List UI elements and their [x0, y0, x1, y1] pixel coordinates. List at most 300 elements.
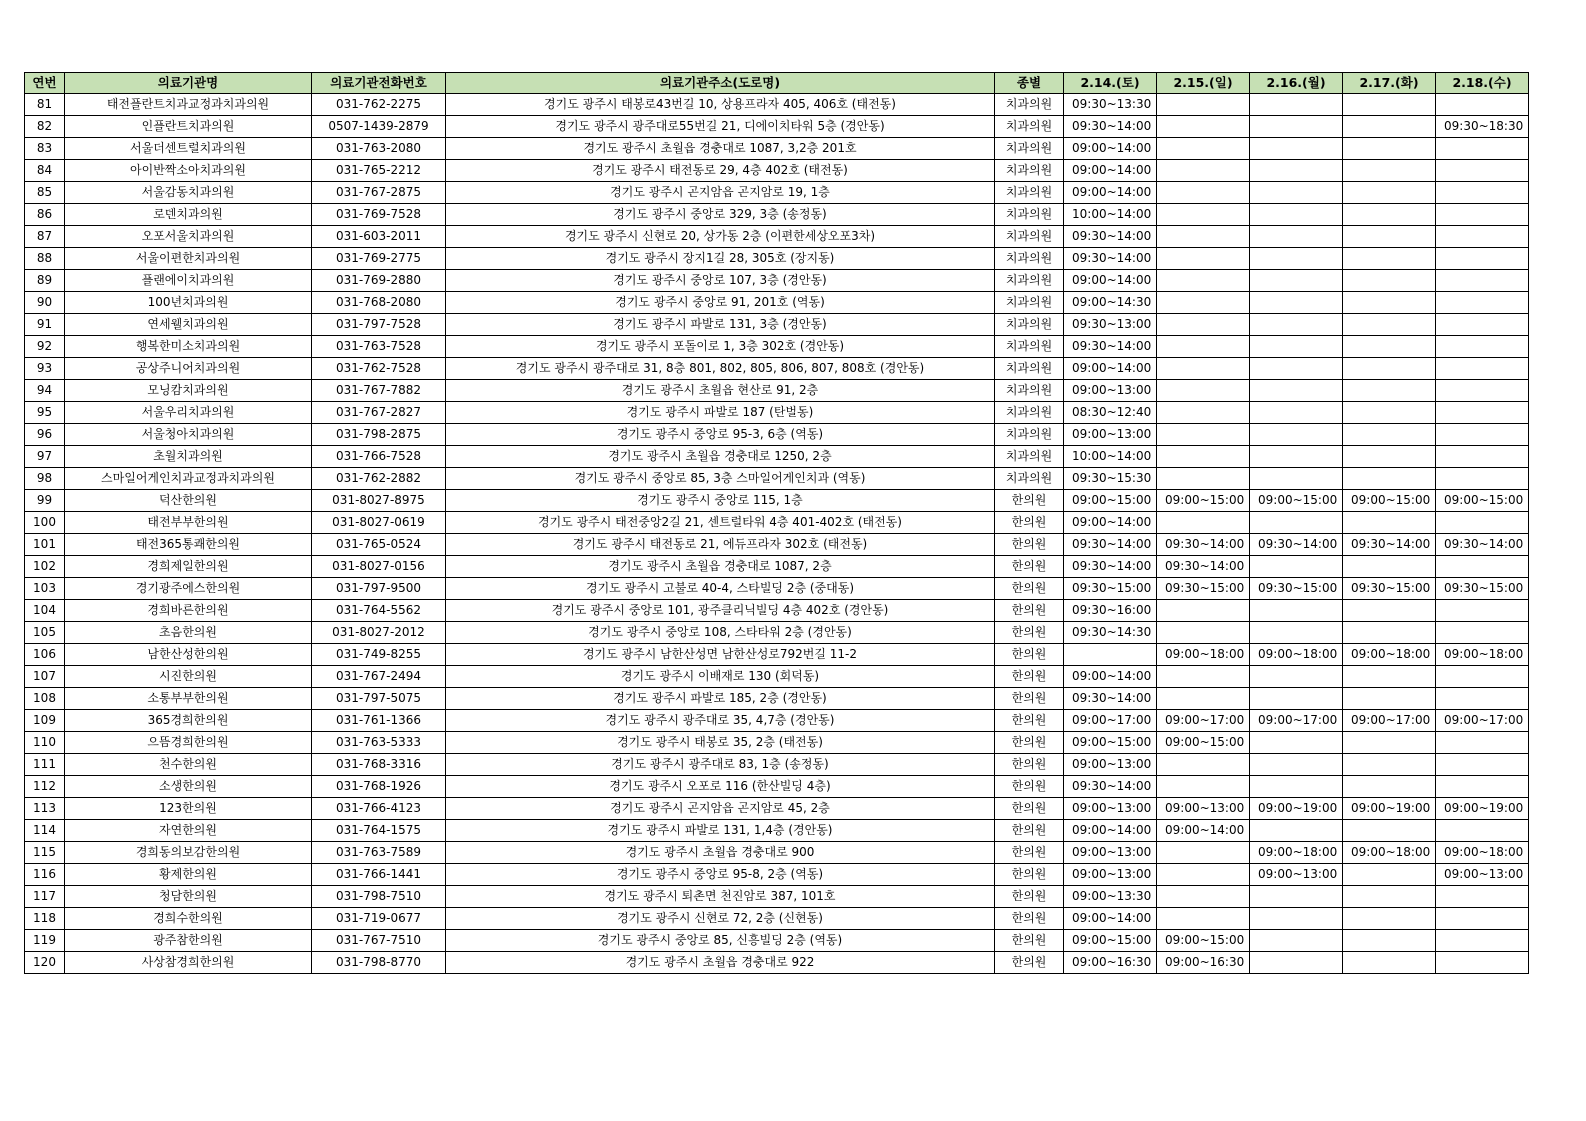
type-cell: 한의원 — [995, 600, 1064, 622]
phone-cell: 031-767-2494 — [312, 666, 446, 688]
date-3-cell — [1250, 94, 1343, 116]
phone-cell: 031-8027-0619 — [312, 512, 446, 534]
serial-cell: 92 — [25, 336, 65, 358]
serial-cell: 86 — [25, 204, 65, 226]
phone-cell: 031-762-2882 — [312, 468, 446, 490]
clinic-name-cell: 서울청아치과의원 — [65, 424, 312, 446]
address-cell: 경기도 광주시 초월읍 경충대로 922 — [446, 952, 995, 974]
date-3-cell — [1250, 292, 1343, 314]
address-cell: 경기도 광주시 중앙로 101, 광주클리닉빌딩 4층 402호 (경안동) — [446, 600, 995, 622]
serial-cell: 115 — [25, 842, 65, 864]
date-3-cell: 09:30~15:00 — [1250, 578, 1343, 600]
type-cell: 한의원 — [995, 578, 1064, 600]
clinic-name-cell: 태전365통쾌한의원 — [65, 534, 312, 556]
date-5-cell — [1436, 358, 1529, 380]
type-cell: 한의원 — [995, 622, 1064, 644]
date-2-cell — [1157, 336, 1250, 358]
table-row — [25, 864, 1529, 886]
date-4-cell — [1343, 424, 1436, 446]
clinic-name-cell: 소통부부한의원 — [65, 688, 312, 710]
date-5-cell — [1436, 908, 1529, 930]
date-3-cell — [1250, 424, 1343, 446]
address-cell: 경기도 광주시 파발로 185, 2층 (경안동) — [446, 688, 995, 710]
date-1-cell: 09:30~15:00 — [1064, 578, 1157, 600]
date-2-cell — [1157, 666, 1250, 688]
date-3-cell — [1250, 402, 1343, 424]
phone-cell: 031-767-2827 — [312, 402, 446, 424]
serial-cell: 116 — [25, 864, 65, 886]
date-4-cell: 09:00~18:00 — [1343, 842, 1436, 864]
date-2-cell: 09:30~14:00 — [1157, 556, 1250, 578]
table-row — [25, 842, 1529, 864]
date-1-cell: 09:00~13:00 — [1064, 380, 1157, 402]
table-row — [25, 908, 1529, 930]
phone-cell: 031-769-2775 — [312, 248, 446, 270]
date-4-cell — [1343, 270, 1436, 292]
address-cell: 경기도 광주시 태전중앙2길 21, 센트럴타워 4층 401-402호 (태전동) — [446, 512, 995, 534]
clinic-name-cell: 모닝캄치과의원 — [65, 380, 312, 402]
serial-cell: 83 — [25, 138, 65, 160]
phone-cell: 031-767-7882 — [312, 380, 446, 402]
phone-cell: 031-798-7510 — [312, 886, 446, 908]
table-row — [25, 336, 1529, 358]
address-cell: 경기도 광주시 중앙로 107, 3층 (경안동) — [446, 270, 995, 292]
address-cell: 경기도 광주시 광주대로 31, 8층 801, 802, 805, 806, 807, 808호 (경안동) — [446, 358, 995, 380]
date-1-cell: 09:30~14:00 — [1064, 534, 1157, 556]
clinic-name-cell: 청담한의원 — [65, 886, 312, 908]
clinic-name-cell: 100년치과의원 — [65, 292, 312, 314]
type-cell: 한의원 — [995, 820, 1064, 842]
date-1-cell: 09:00~13:00 — [1064, 424, 1157, 446]
phone-cell: 031-765-0524 — [312, 534, 446, 556]
date-4-cell: 09:00~19:00 — [1343, 798, 1436, 820]
date-2-cell — [1157, 842, 1250, 864]
address-cell: 경기도 광주시 포돌이로 1, 3층 302호 (경안동) — [446, 336, 995, 358]
clinic-name-cell: 시진한의원 — [65, 666, 312, 688]
date-5-cell: 09:30~14:00 — [1436, 534, 1529, 556]
date-4-cell — [1343, 776, 1436, 798]
clinic-name-cell: 연세웰치과의원 — [65, 314, 312, 336]
date-2-cell — [1157, 468, 1250, 490]
type-cell: 한의원 — [995, 754, 1064, 776]
date-1-cell: 09:00~14:00 — [1064, 138, 1157, 160]
date-4-cell — [1343, 908, 1436, 930]
phone-cell: 031-762-2275 — [312, 94, 446, 116]
type-cell: 치과의원 — [995, 138, 1064, 160]
clinic-name-cell: 123한의원 — [65, 798, 312, 820]
type-cell: 치과의원 — [995, 270, 1064, 292]
address-cell: 경기도 광주시 중앙로 329, 3층 (송정동) — [446, 204, 995, 226]
date-3-cell — [1250, 886, 1343, 908]
date-3-cell — [1250, 358, 1343, 380]
type-cell: 치과의원 — [995, 358, 1064, 380]
table-row — [25, 204, 1529, 226]
date-1-cell: 09:30~14:00 — [1064, 116, 1157, 138]
table-row — [25, 226, 1529, 248]
date-3-cell: 09:00~18:00 — [1250, 842, 1343, 864]
date-5-cell: 09:00~15:00 — [1436, 490, 1529, 512]
date-2-cell — [1157, 314, 1250, 336]
date-5-cell — [1436, 688, 1529, 710]
address-cell: 경기도 광주시 중앙로 95-8, 2층 (역동) — [446, 864, 995, 886]
date-1-cell: 09:00~13:00 — [1064, 754, 1157, 776]
serial-cell: 101 — [25, 534, 65, 556]
serial-cell: 81 — [25, 94, 65, 116]
date-4-cell — [1343, 204, 1436, 226]
type-cell: 한의원 — [995, 842, 1064, 864]
address-cell: 경기도 광주시 초월읍 현산로 91, 2층 — [446, 380, 995, 402]
date-1-cell: 09:00~13:00 — [1064, 798, 1157, 820]
date-3-cell: 09:00~13:00 — [1250, 864, 1343, 886]
date-5-cell — [1436, 512, 1529, 534]
serial-cell: 114 — [25, 820, 65, 842]
date-1-cell: 09:00~14:00 — [1064, 182, 1157, 204]
clinic-name-cell: 서울감동치과의원 — [65, 182, 312, 204]
header-type: 종별 — [995, 73, 1064, 94]
date-5-cell — [1436, 600, 1529, 622]
date-4-cell — [1343, 622, 1436, 644]
date-2-cell — [1157, 402, 1250, 424]
clinic-name-cell: 행복한미소치과의원 — [65, 336, 312, 358]
date-3-cell — [1250, 930, 1343, 952]
phone-cell: 031-768-3316 — [312, 754, 446, 776]
date-4-cell — [1343, 380, 1436, 402]
date-3-cell — [1250, 688, 1343, 710]
type-cell: 치과의원 — [995, 402, 1064, 424]
date-1-cell: 09:30~14:00 — [1064, 688, 1157, 710]
address-cell: 경기도 광주시 초월읍 경충대로 1250, 2층 — [446, 446, 995, 468]
serial-cell: 118 — [25, 908, 65, 930]
date-5-cell — [1436, 204, 1529, 226]
phone-cell: 031-763-5333 — [312, 732, 446, 754]
serial-cell: 94 — [25, 380, 65, 402]
date-4-cell — [1343, 446, 1436, 468]
date-1-cell: 09:30~13:30 — [1064, 94, 1157, 116]
table-row — [25, 248, 1529, 270]
date-1-cell: 09:30~14:00 — [1064, 336, 1157, 358]
date-5-cell — [1436, 622, 1529, 644]
table-row — [25, 820, 1529, 842]
date-2-cell — [1157, 138, 1250, 160]
date-3-cell — [1250, 314, 1343, 336]
date-2-cell: 09:00~18:00 — [1157, 644, 1250, 666]
date-5-cell — [1436, 930, 1529, 952]
date-4-cell: 09:30~15:00 — [1343, 578, 1436, 600]
date-2-cell — [1157, 864, 1250, 886]
date-4-cell — [1343, 732, 1436, 754]
type-cell: 한의원 — [995, 952, 1064, 974]
date-1-cell: 09:00~13:00 — [1064, 864, 1157, 886]
date-4-cell — [1343, 688, 1436, 710]
clinic-name-cell: 덕산한의원 — [65, 490, 312, 512]
date-5-cell: 09:00~19:00 — [1436, 798, 1529, 820]
table-row — [25, 710, 1529, 732]
phone-cell: 031-768-2080 — [312, 292, 446, 314]
date-3-cell — [1250, 754, 1343, 776]
date-3-cell — [1250, 820, 1343, 842]
serial-cell: 93 — [25, 358, 65, 380]
phone-cell: 031-769-7528 — [312, 204, 446, 226]
type-cell: 치과의원 — [995, 424, 1064, 446]
date-1-cell: 09:00~14:00 — [1064, 820, 1157, 842]
header-date-3: 2.16.(월) — [1250, 73, 1343, 94]
address-cell: 경기도 광주시 광주대로 35, 4,7층 (경안동) — [446, 710, 995, 732]
clinic-name-cell: 태전플란트치과교정과치과의원 — [65, 94, 312, 116]
address-cell: 경기도 광주시 고불로 40-4, 스타빌딩 2층 (중대동) — [446, 578, 995, 600]
date-2-cell — [1157, 512, 1250, 534]
date-2-cell — [1157, 358, 1250, 380]
date-3-cell: 09:30~14:00 — [1250, 534, 1343, 556]
serial-cell: 110 — [25, 732, 65, 754]
date-3-cell — [1250, 182, 1343, 204]
date-4-cell — [1343, 666, 1436, 688]
date-2-cell — [1157, 754, 1250, 776]
address-cell: 경기도 광주시 장지1길 28, 305호 (장지동) — [446, 248, 995, 270]
date-1-cell: 09:00~14:00 — [1064, 358, 1157, 380]
header-clinic-name: 의료기관명 — [65, 73, 312, 94]
serial-cell: 100 — [25, 512, 65, 534]
type-cell: 치과의원 — [995, 204, 1064, 226]
date-1-cell: 09:30~14:00 — [1064, 248, 1157, 270]
date-4-cell — [1343, 930, 1436, 952]
date-3-cell — [1250, 468, 1343, 490]
date-5-cell: 09:30~18:30 — [1436, 116, 1529, 138]
clinic-name-cell: 경희수한의원 — [65, 908, 312, 930]
date-4-cell — [1343, 182, 1436, 204]
address-cell: 경기도 광주시 중앙로 85, 신흥빌딩 2층 (역동) — [446, 930, 995, 952]
serial-cell: 90 — [25, 292, 65, 314]
table-row — [25, 952, 1529, 974]
date-5-cell: 09:30~15:00 — [1436, 578, 1529, 600]
date-1-cell: 09:00~14:00 — [1064, 512, 1157, 534]
address-cell: 경기도 광주시 이배재로 130 (회덕동) — [446, 666, 995, 688]
clinic-name-cell: 공상주니어치과의원 — [65, 358, 312, 380]
date-1-cell: 09:00~15:00 — [1064, 732, 1157, 754]
address-cell: 경기도 광주시 초월읍 경충대로 1087, 3,2층 201호 — [446, 138, 995, 160]
phone-cell: 031-8027-8975 — [312, 490, 446, 512]
date-1-cell: 09:30~14:00 — [1064, 776, 1157, 798]
table-row — [25, 160, 1529, 182]
date-5-cell: 09:00~18:00 — [1436, 842, 1529, 864]
address-cell: 경기도 광주시 태봉로43번길 10, 상용프라자 405, 406호 (태전동) — [446, 94, 995, 116]
date-2-cell: 09:00~15:00 — [1157, 490, 1250, 512]
date-2-cell — [1157, 776, 1250, 798]
serial-cell: 84 — [25, 160, 65, 182]
header-address: 의료기관주소(도로명) — [446, 73, 995, 94]
address-cell: 경기도 광주시 퇴촌면 천진암로 387, 101호 — [446, 886, 995, 908]
date-2-cell — [1157, 622, 1250, 644]
table-row — [25, 578, 1529, 600]
phone-cell: 031-8027-2012 — [312, 622, 446, 644]
table-row — [25, 600, 1529, 622]
type-cell: 한의원 — [995, 886, 1064, 908]
clinic-name-cell: 황제한의원 — [65, 864, 312, 886]
type-cell: 치과의원 — [995, 160, 1064, 182]
date-3-cell — [1250, 556, 1343, 578]
type-cell: 치과의원 — [995, 182, 1064, 204]
type-cell: 한의원 — [995, 534, 1064, 556]
serial-cell: 106 — [25, 644, 65, 666]
type-cell: 한의원 — [995, 556, 1064, 578]
date-1-cell: 09:30~14:30 — [1064, 622, 1157, 644]
date-5-cell — [1436, 886, 1529, 908]
phone-cell: 031-763-2080 — [312, 138, 446, 160]
type-cell: 치과의원 — [995, 446, 1064, 468]
serial-cell: 95 — [25, 402, 65, 424]
date-4-cell — [1343, 358, 1436, 380]
type-cell: 한의원 — [995, 908, 1064, 930]
table-row — [25, 930, 1529, 952]
date-4-cell — [1343, 952, 1436, 974]
date-3-cell — [1250, 600, 1343, 622]
phone-cell: 031-767-7510 — [312, 930, 446, 952]
address-cell: 경기도 광주시 초월읍 경충대로 1087, 2층 — [446, 556, 995, 578]
phone-cell: 031-762-7528 — [312, 358, 446, 380]
clinic-name-cell: 남한산성한의원 — [65, 644, 312, 666]
type-cell: 치과의원 — [995, 248, 1064, 270]
type-cell: 한의원 — [995, 644, 1064, 666]
table-row — [25, 424, 1529, 446]
address-cell: 경기도 광주시 파발로 131, 3층 (경안동) — [446, 314, 995, 336]
date-5-cell — [1436, 380, 1529, 402]
date-2-cell — [1157, 248, 1250, 270]
date-2-cell — [1157, 160, 1250, 182]
address-cell: 경기도 광주시 태전동로 29, 4층 402호 (태전동) — [446, 160, 995, 182]
date-4-cell — [1343, 336, 1436, 358]
serial-cell: 88 — [25, 248, 65, 270]
serial-cell: 108 — [25, 688, 65, 710]
date-5-cell — [1436, 94, 1529, 116]
type-cell: 치과의원 — [995, 380, 1064, 402]
type-cell: 한의원 — [995, 864, 1064, 886]
table-row — [25, 534, 1529, 556]
date-2-cell: 09:00~15:00 — [1157, 732, 1250, 754]
clinic-name-cell: 아이반짝소아치과의원 — [65, 160, 312, 182]
address-cell: 경기도 광주시 남한산성면 남한산성로792번길 11-2 — [446, 644, 995, 666]
type-cell: 한의원 — [995, 710, 1064, 732]
type-cell: 한의원 — [995, 688, 1064, 710]
clinic-name-cell: 천수한의원 — [65, 754, 312, 776]
date-3-cell — [1250, 270, 1343, 292]
table-row — [25, 688, 1529, 710]
header-date-2: 2.15.(일) — [1157, 73, 1250, 94]
date-2-cell: 09:30~15:00 — [1157, 578, 1250, 600]
date-2-cell — [1157, 270, 1250, 292]
date-1-cell: 09:00~14:00 — [1064, 908, 1157, 930]
serial-cell: 99 — [25, 490, 65, 512]
address-cell: 경기도 광주시 광주대로 83, 1층 (송정동) — [446, 754, 995, 776]
serial-cell: 109 — [25, 710, 65, 732]
address-cell: 경기도 광주시 오포로 116 (한산빌딩 4층) — [446, 776, 995, 798]
date-1-cell: 09:00~14:00 — [1064, 270, 1157, 292]
date-3-cell — [1250, 138, 1343, 160]
date-1-cell: 09:00~15:00 — [1064, 490, 1157, 512]
date-5-cell — [1436, 446, 1529, 468]
address-cell: 경기도 광주시 신현로 72, 2층 (신현동) — [446, 908, 995, 930]
clinic-name-cell: 광주참한의원 — [65, 930, 312, 952]
date-2-cell — [1157, 886, 1250, 908]
date-1-cell: 09:30~13:00 — [1064, 314, 1157, 336]
address-cell: 경기도 광주시 태전동로 21, 에듀프라자 302호 (태전동) — [446, 534, 995, 556]
serial-cell: 103 — [25, 578, 65, 600]
clinic-schedule-sheet — [24, 72, 1529, 974]
clinic-name-cell: 서울우리치과의원 — [65, 402, 312, 424]
date-5-cell — [1436, 314, 1529, 336]
type-cell: 치과의원 — [995, 94, 1064, 116]
date-3-cell — [1250, 380, 1343, 402]
table-row — [25, 446, 1529, 468]
date-5-cell — [1436, 160, 1529, 182]
table-row — [25, 380, 1529, 402]
date-4-cell: 09:00~15:00 — [1343, 490, 1436, 512]
table-row — [25, 776, 1529, 798]
table-row — [25, 270, 1529, 292]
date-5-cell — [1436, 138, 1529, 160]
serial-cell: 105 — [25, 622, 65, 644]
type-cell: 치과의원 — [995, 116, 1064, 138]
header-date-1: 2.14.(토) — [1064, 73, 1157, 94]
serial-cell: 104 — [25, 600, 65, 622]
header-date-5: 2.18.(수) — [1436, 73, 1529, 94]
phone-cell: 031-768-1926 — [312, 776, 446, 798]
date-2-cell: 09:00~14:00 — [1157, 820, 1250, 842]
table-row — [25, 644, 1529, 666]
date-4-cell — [1343, 820, 1436, 842]
serial-cell: 102 — [25, 556, 65, 578]
table-row — [25, 512, 1529, 534]
serial-cell: 96 — [25, 424, 65, 446]
date-2-cell — [1157, 116, 1250, 138]
address-cell: 경기도 광주시 중앙로 85, 3층 스마일어게인치과 (역동) — [446, 468, 995, 490]
date-3-cell: 09:00~17:00 — [1250, 710, 1343, 732]
phone-cell: 031-767-2875 — [312, 182, 446, 204]
clinic-name-cell: 서울이편한치과의원 — [65, 248, 312, 270]
clinic-name-cell: 경희동의보감한의원 — [65, 842, 312, 864]
serial-cell: 91 — [25, 314, 65, 336]
phone-cell: 031-763-7589 — [312, 842, 446, 864]
clinic-schedule-table — [24, 72, 1529, 974]
type-cell: 한의원 — [995, 490, 1064, 512]
table-row — [25, 490, 1529, 512]
date-4-cell — [1343, 402, 1436, 424]
date-2-cell — [1157, 600, 1250, 622]
date-4-cell — [1343, 226, 1436, 248]
date-2-cell — [1157, 380, 1250, 402]
date-4-cell: 09:00~18:00 — [1343, 644, 1436, 666]
clinic-name-cell: 인플란트치과의원 — [65, 116, 312, 138]
table-row — [25, 468, 1529, 490]
address-cell: 경기도 광주시 중앙로 91, 201호 (역동) — [446, 292, 995, 314]
address-cell: 경기도 광주시 태봉로 35, 2층 (태전동) — [446, 732, 995, 754]
date-3-cell — [1250, 952, 1343, 974]
phone-cell: 031-766-1441 — [312, 864, 446, 886]
address-cell: 경기도 광주시 곤지암읍 곤지암로 45, 2층 — [446, 798, 995, 820]
date-1-cell: 09:30~14:00 — [1064, 226, 1157, 248]
date-2-cell: 09:00~13:00 — [1157, 798, 1250, 820]
date-1-cell: 09:30~14:00 — [1064, 556, 1157, 578]
serial-cell: 113 — [25, 798, 65, 820]
table-row — [25, 402, 1529, 424]
serial-cell: 119 — [25, 930, 65, 952]
clinic-name-cell: 초음한의원 — [65, 622, 312, 644]
type-cell: 한의원 — [995, 732, 1064, 754]
date-4-cell — [1343, 292, 1436, 314]
date-1-cell: 08:30~12:40 — [1064, 402, 1157, 424]
phone-cell: 031-766-7528 — [312, 446, 446, 468]
table-row — [25, 314, 1529, 336]
date-1-cell: 09:30~16:00 — [1064, 600, 1157, 622]
date-5-cell — [1436, 556, 1529, 578]
